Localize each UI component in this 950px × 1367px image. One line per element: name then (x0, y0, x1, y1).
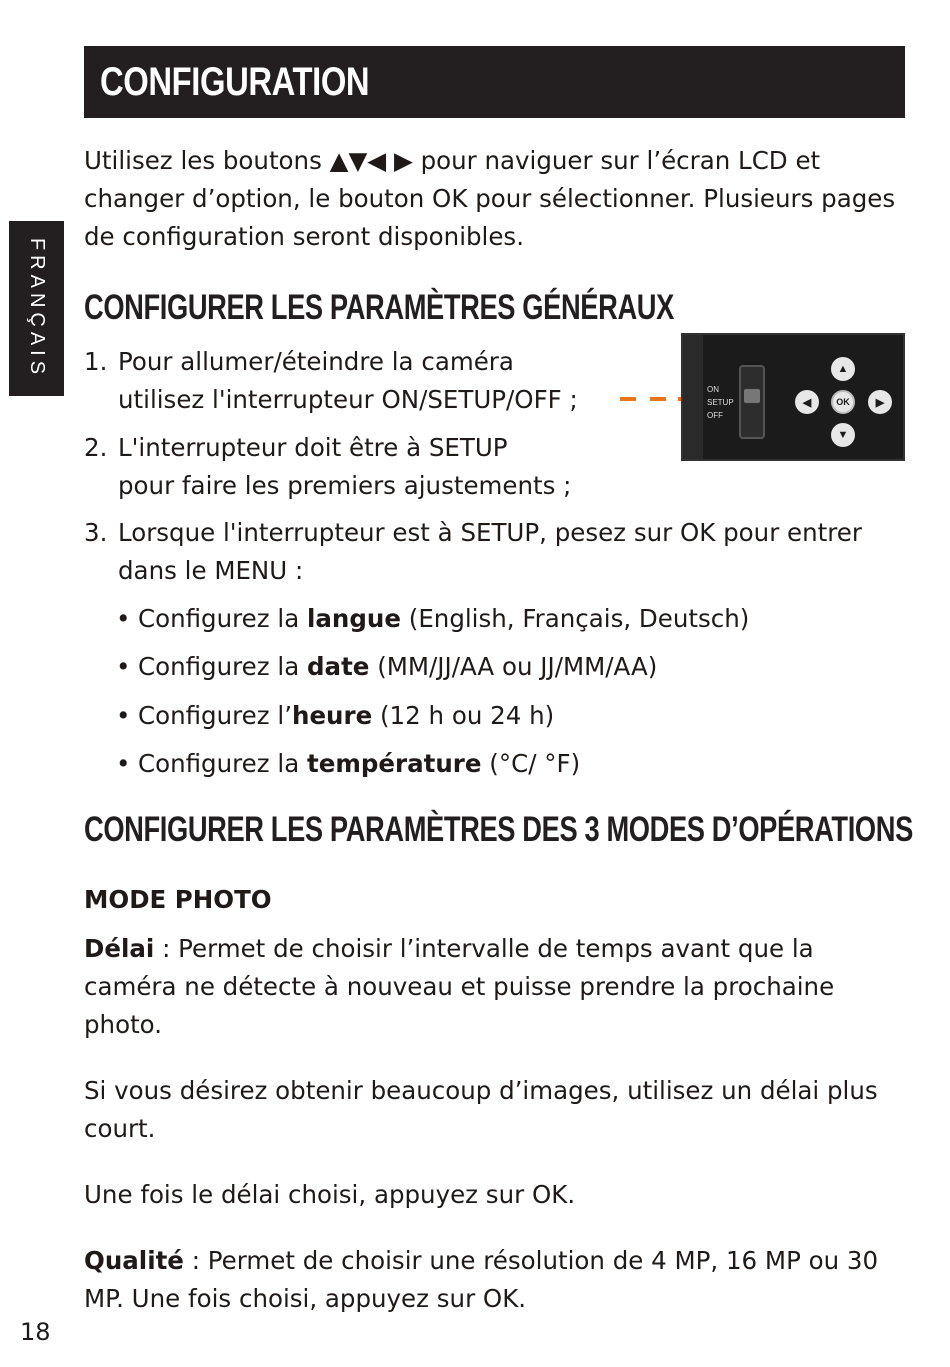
switch-label-on: ON (707, 385, 719, 394)
delay-paragraph (84, 930, 904, 1044)
bullet-item: Configurez la date (MM/JJ/AA ou JJ/MM/AA) (138, 652, 658, 681)
switch-label-setup: SETUP (707, 398, 734, 407)
switch-label-off: OFF (707, 411, 723, 420)
switch-knob (744, 389, 760, 403)
quality-text: : Permet de choisir une résolution de 4 MP, 16 MP ou 30 MP. Une fois choisi, appuyez sur OK. (84, 1246, 879, 1313)
bullet-glyph: • (116, 701, 131, 730)
step-number: 3. (84, 518, 108, 547)
up-arrow-icon: ▲ (831, 357, 855, 381)
section-modes-heading: CONFIGURER LES PARAMÈTRES DES 3 MODES D’OPÉRATIONS (84, 810, 913, 849)
arrow-buttons-icon: ▲▼◀ ▶ (329, 146, 413, 175)
delay-label: Délai (84, 934, 155, 963)
bullet-glyph: • (116, 652, 131, 681)
section-general-heading: CONFIGURER LES PARAMÈTRES GÉNÉRAUX (84, 288, 674, 327)
step-number: 2. (84, 433, 108, 462)
leader-dash (620, 397, 636, 401)
on-setup-off-switch (739, 365, 765, 439)
intro-rest: pour naviguer sur l’écran LCD et changer d’option, le bouton OK pour sélectionner. Plusieurs pages de configuration seront disponibles. (84, 146, 896, 251)
page-title: CONFIGURATION (100, 59, 370, 104)
step-text: pour faire les premiers ajustements ; (118, 471, 572, 500)
down-arrow-icon: ▼ (831, 423, 855, 447)
step-text: L'interrupteur doit être à SETUP (118, 433, 508, 462)
step-text: Lorsque l'interrupteur est à SETUP, pesez sur OK pour entrer (118, 518, 862, 547)
language-tab-label: FRANÇAIS (26, 237, 48, 380)
step-text: dans le MENU : (118, 556, 304, 585)
intro-paragraph (84, 142, 909, 256)
intro-lead: Utilisez les boutons (84, 146, 330, 175)
delay-text: : Permet de choisir l’intervalle de temps avant que la caméra ne détecte à nouveau et puisse prendre la prochaine photo. (84, 934, 835, 1039)
bullet-glyph: • (116, 604, 131, 633)
mode-photo-title: MODE PHOTO (84, 885, 272, 914)
title-bar (84, 46, 905, 118)
bullet-item: Configurez l’heure (12 h ou 24 h) (138, 701, 555, 730)
leader-dash (650, 397, 666, 401)
quality-paragraph (84, 1242, 904, 1318)
ok-button-icon: OK (831, 390, 855, 414)
short-delay-paragraph: Si vous désirez obtenir beaucoup d’images, utilisez un délai plus court. (84, 1076, 878, 1143)
language-tab (9, 221, 64, 396)
step-text: utilisez l'interrupteur ON/SETUP/OFF ; (118, 385, 578, 414)
confirm-delay-paragraph: Une fois le délai choisi, appuyez sur OK. (84, 1180, 576, 1209)
step-number: 1. (84, 347, 108, 376)
step-text: Pour allumer/éteindre la caméra (118, 347, 514, 376)
camera-control-illustration (681, 333, 905, 461)
left-arrow-icon: ◀ (795, 390, 819, 414)
device-edge (683, 335, 703, 459)
bullet-glyph: • (116, 749, 131, 778)
quality-label: Qualité (84, 1246, 184, 1275)
right-arrow-icon: ▶ (868, 390, 892, 414)
bullet-item: Configurez la langue (English, Français, Deutsch) (138, 604, 750, 633)
bullet-item: Configurez la température (°C/ °F) (138, 749, 581, 778)
page-number: 18 (20, 1318, 51, 1346)
